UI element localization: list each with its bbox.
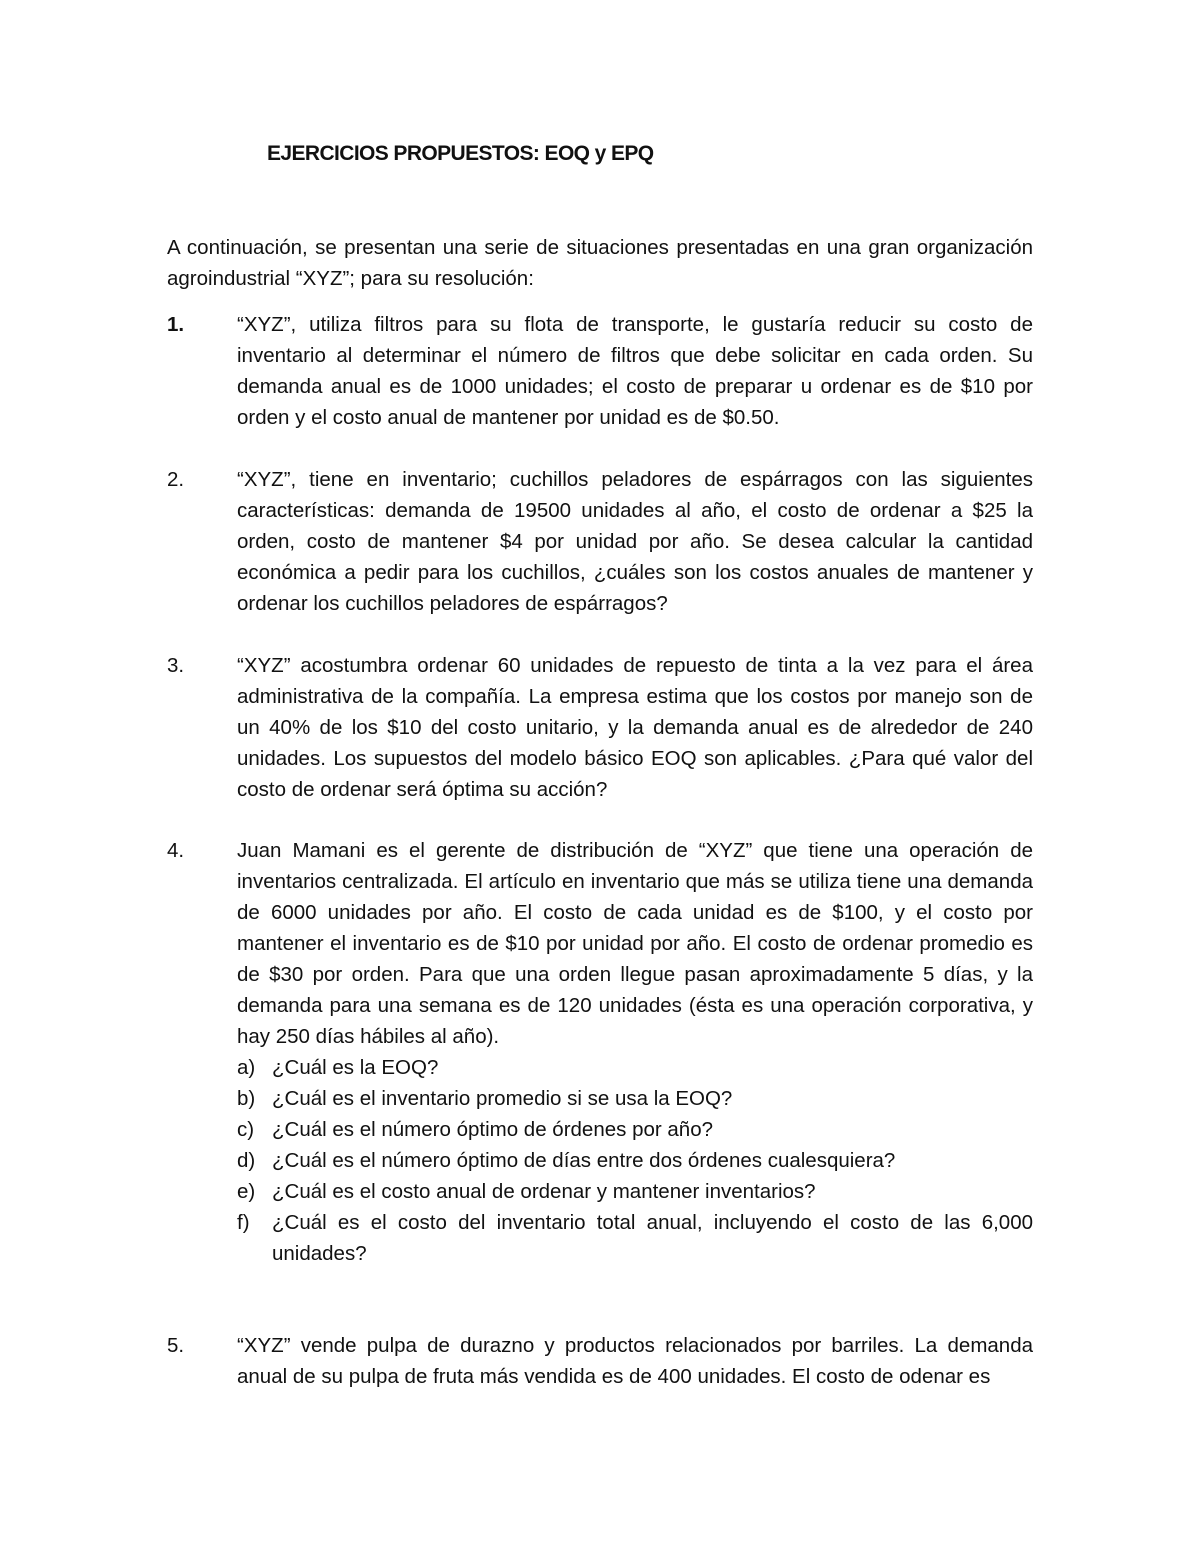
- exercise-text: “XYZ”, utiliza filtros para su flota de transporte, le gustaría reducir su costo de inventario al determinar el número de filtros que debe solicitar en cada orden. Su demanda anual es de 1000 unidades; el costo de preparar u ordenar es de $10 por orden y el costo anual de mantener por unidad es de $0.50.: [237, 313, 1033, 429]
- question-item: [237, 1145, 1033, 1176]
- exercise-2: [167, 464, 1033, 619]
- question-item: [237, 1114, 1033, 1145]
- exercise-5: [167, 1330, 1033, 1392]
- question-text: ¿Cuál es el número óptimo de órdenes por año?: [272, 1118, 714, 1141]
- exercise-text: “XYZ” vende pulpa de durazno y productos relacionados por barriles. La demanda anual de su pulpa de fruta más vendida es de 400 unidades. El costo de odenar es: [237, 1334, 1033, 1388]
- question-text: ¿Cuál es el inventario promedio si se usa la EOQ?: [272, 1087, 733, 1110]
- question-label: f): [237, 1211, 250, 1234]
- question-item: [237, 1083, 1033, 1114]
- question-text: ¿Cuál es el costo del inventario total anual, incluyendo el costo de las 6,000 unidades?: [272, 1211, 1033, 1265]
- exercise-number: 4.: [167, 839, 185, 862]
- question-label: c): [237, 1118, 255, 1141]
- intro-paragraph: A continuación, se presentan una serie de situaciones presentadas en una gran organización agroindustrial “XYZ”; para su resolución:: [167, 236, 1033, 290]
- question-item: [237, 1176, 1033, 1207]
- exercise-number: 2.: [167, 468, 185, 491]
- exercise-1: [167, 309, 1033, 433]
- exercise-3: [167, 650, 1033, 805]
- exercise-text: “XYZ”, tiene en inventario; cuchillos peladores de espárragos con las siguientes características: demanda de 19500 unidades al año, el costo de ordenar a $25 la orden, costo de mantener $4 por unidad por año. Se desea calcular la cantidad económica a pedir para los cuchillos, ¿cuáles son los costos anuales de mantener y ordenar los cuchillos peladores de espárragos?: [237, 468, 1033, 615]
- question-label: e): [237, 1180, 256, 1203]
- exercise-text: Juan Mamani es el gerente de distribución de “XYZ” que tiene una operación de inventarios centralizada. El artículo en inventario que más se utiliza tiene una demanda de 6000 unidades por año. El costo de cada unidad es de $100, y el costo por mantener el inventario es de $10 por unidad por año. El costo de ordenar promedio es de $30 por orden. Para que una orden llegue pasan aproximadamente 5 días, y la demanda para una semana es de 120 unidades (ésta es una operación corporativa, y hay 250 días hábiles al año).: [237, 839, 1033, 1048]
- question-label: d): [237, 1149, 256, 1172]
- exercise-number: 5.: [167, 1334, 185, 1357]
- exercise-4: [167, 835, 1033, 1269]
- question-label: b): [237, 1087, 256, 1110]
- question-list: [237, 1052, 1033, 1269]
- exercise-number: 1.: [167, 313, 185, 336]
- question-text: ¿Cuál es la EOQ?: [272, 1056, 439, 1079]
- question-item: [237, 1207, 1033, 1269]
- question-text: ¿Cuál es el número óptimo de días entre dos órdenes cualesquiera?: [272, 1149, 896, 1172]
- document-title: EJERCICIOS PROPUESTOS: EOQ y EPQ: [267, 142, 654, 165]
- question-label: a): [237, 1056, 256, 1079]
- exercise-number: 3.: [167, 654, 185, 677]
- question-item: [237, 1052, 1033, 1083]
- exercise-text: “XYZ” acostumbra ordenar 60 unidades de repuesto de tinta a la vez para el área administrativa de la compañía. La empresa estima que los costos por manejo son de un 40% de los $10 del costo unitario, y la demanda anual es de alrededor de 240 unidades. Los supuestos del modelo básico EOQ son aplicables. ¿Para qué valor del costo de ordenar será óptima su acción?: [237, 654, 1033, 801]
- question-text: ¿Cuál es el costo anual de ordenar y mantener inventarios?: [272, 1180, 816, 1203]
